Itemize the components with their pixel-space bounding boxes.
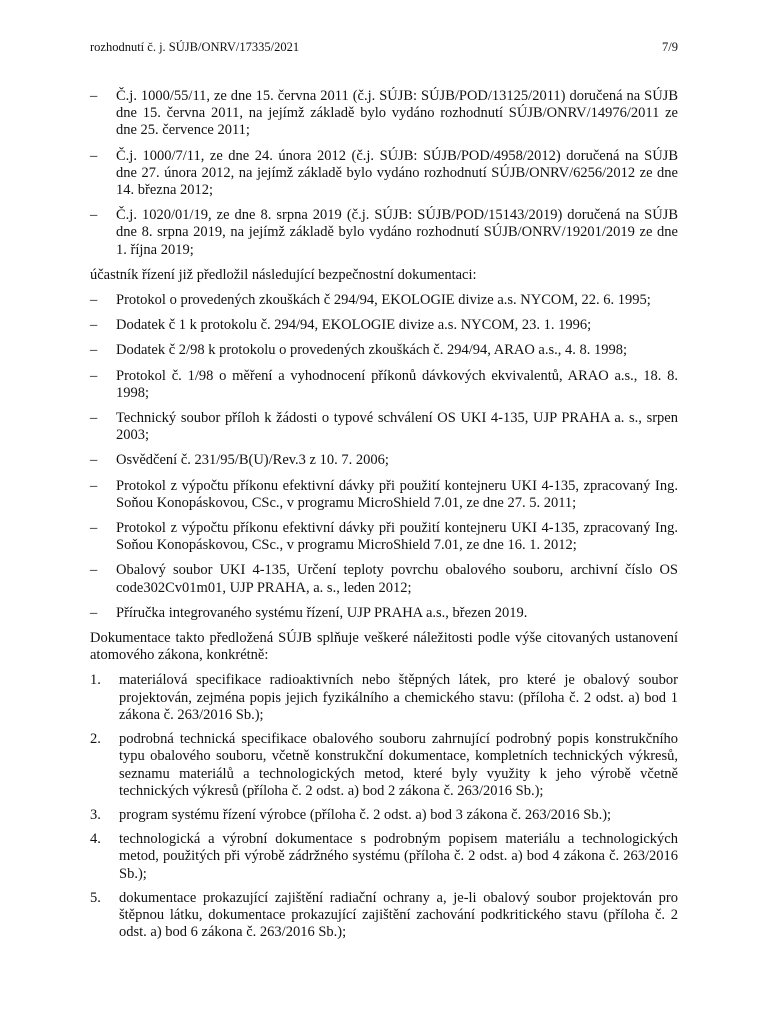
bullet-dash: –: [90, 604, 98, 621]
bullet-dash: –: [90, 520, 98, 537]
list-item: – Protokol o provedených zkouškách č 294/94, EKOLOGIE divize a.s. NYCOM, 22. 6. 1995;: [90, 292, 651, 309]
list-item: – Dodatek č 2/98 k protokolu o provedených zkouškách č. 294/94, ARAO a.s., 4. 8. 1998;: [90, 342, 628, 359]
prior-requests-list: [90, 88, 678, 259]
bullet-dash: –: [90, 88, 98, 104]
list-item: – Č.j. 1020/01/19, ze dne 8. srpna 2019 (č.j. SÚJB: SÚJB/POD/15143/2019) doručená na SÚJB dne 8. srpna 2019, na jejímž základě bylo vydáno rozhodnutí SÚJB/ONRV/19201/2019 ze dne 1. října 2019;: [90, 207, 678, 258]
header-page-number: 7/9: [662, 40, 678, 54]
intro-sentence: účastník řízení již předložil následující bezpečnostní dokumentaci:: [90, 266, 477, 283]
list-item: 4. technologická a výrobní dokumentace s podrobným popisem materiálu a technologických metod, použitých při výrobě zádržného systému (příloha č. 2 odst. a) bod 4 zákona č. 263/2016 Sb.);: [90, 831, 678, 882]
list-item: – Dodatek č 1 k protokolu č. 294/94, EKOLOGIE divize a.s. NYCOM, 23. 1. 1996;: [90, 317, 592, 334]
bullet-dash: –: [90, 367, 98, 384]
bullet-dash: –: [90, 562, 98, 579]
item-number: 4.: [90, 831, 101, 848]
list-item: – Č.j. 1000/55/11, ze dne 15. června 2011 (č.j. SÚJB: SÚJB/POD/13125/2011) doručená na SÚJB dne 15. června 2011, na jejímž základě bylo vydáno rozhodnutí SÚJB/ONRV/14976/2011 ze dne 25. července 2011;: [90, 88, 678, 139]
bullet-dash: –: [90, 410, 98, 427]
list-item: 2. podrobná technická specifikace obalového souboru zahrnující podrobný popis konstrukčního typu obalového souboru, včetně konstrukční dokumentace, kompletních technických výkresů, seznamu materiálů a technologických metod, které byly využity k jeho výrobě včetně technických výkresů (příloha č. 2 odst. a) bod 2 zákona č. 263/2016 Sb.);: [90, 731, 678, 799]
list-item: 5. dokumentace prokazující zajištění radiační ochrany a, je-li obalový soubor projektován pro štěpnou látku, dokumentace prokazující zajištění zachování podkritického stavu (příloha č. 2 odst. a) bod 6 zákona č. 263/2016 Sb.);: [90, 889, 678, 941]
bullet-dash: –: [90, 342, 98, 359]
list-item: – Technický soubor příloh k žádosti o typové schválení OS UKI 4-135, UJP PRAHA a. s., srpen 2003;: [90, 410, 678, 444]
header-reference: rozhodnutí č. j. SÚJB/ONRV/17335/2021: [90, 40, 300, 54]
list-item: – Obalový soubor UKI 4-135, Určení teploty povrchu obalového souboru, archivní číslo OS code302Cv01m01, UJP PRAHA, a. s., leden 2012;: [90, 562, 678, 596]
bullet-dash: –: [90, 292, 98, 309]
bullet-dash: –: [90, 452, 98, 469]
item-number: 5.: [90, 889, 101, 906]
bullet-dash: –: [90, 477, 98, 494]
documents-list: [90, 292, 678, 622]
page-header: [90, 40, 678, 56]
item-number: 3.: [90, 806, 101, 823]
bullet-dash: –: [90, 207, 98, 224]
list-item: – Příručka integrovaného systému řízení, UJP PRAHA a.s., březen 2019.: [90, 604, 528, 621]
bullet-dash: –: [90, 147, 98, 164]
list-item: – Protokol z výpočtu příkonu efektivní dávky při použití kontejneru UKI 4-135, zpracovaný Ing. Soňou Konopáskovou, CSc., v programu MicroShield 7.01, ze dne 16. 1. 2012;: [90, 520, 678, 554]
list-item: – Protokol z výpočtu příkonu efektivní dávky při použití kontejneru UKI 4-135, zpracovaný Ing. Soňou Konopáskovou, CSc., v programu MicroShield 7.01, ze dne 27. 5. 2011;: [90, 477, 678, 511]
summary-paragraph: Dokumentace takto předložená SÚJB splňuje veškeré náležitosti podle výše citovaných ustanovení atomového zákona, konkrétně:: [90, 630, 678, 664]
item-number: 1.: [90, 672, 101, 689]
document-body: [90, 88, 678, 948]
list-item: – Č.j. 1000/7/11, ze dne 24. února 2012 (č.j. SÚJB: SÚJB/POD/4958/2012) doručená na SÚJB dne 27. února 2012, na jejímž základě bylo vydáno rozhodnutí SÚJB/ONRV/6256/2012 ze dne 14. března 2012;: [90, 147, 678, 199]
list-item: – Osvědčení č. 231/95/B(U)/Rev.3 z 10. 7. 2006;: [90, 452, 389, 469]
list-item: 1. materiálová specifikace radioaktivních nebo štěpných látek, pro které je obalový soubor projektován, zejména popis jejich fyzikálního a chemického stavu: (příloha č. 2 odst. a) bod 1 zákona č. 263/2016 Sb.);: [90, 672, 678, 723]
list-item: 3. program systému řízení výrobce (příloha č. 2 odst. a) bod 3 zákona č. 263/2016 Sb.);: [90, 806, 612, 823]
bullet-dash: –: [90, 317, 98, 334]
requirements-list: [90, 672, 678, 941]
list-item: – Protokol č. 1/98 o měření a vyhodnocení příkonů dávkových ekvivalentů, ARAO a.s., 18. 8. 1998;: [90, 367, 678, 401]
item-number: 2.: [90, 731, 101, 748]
